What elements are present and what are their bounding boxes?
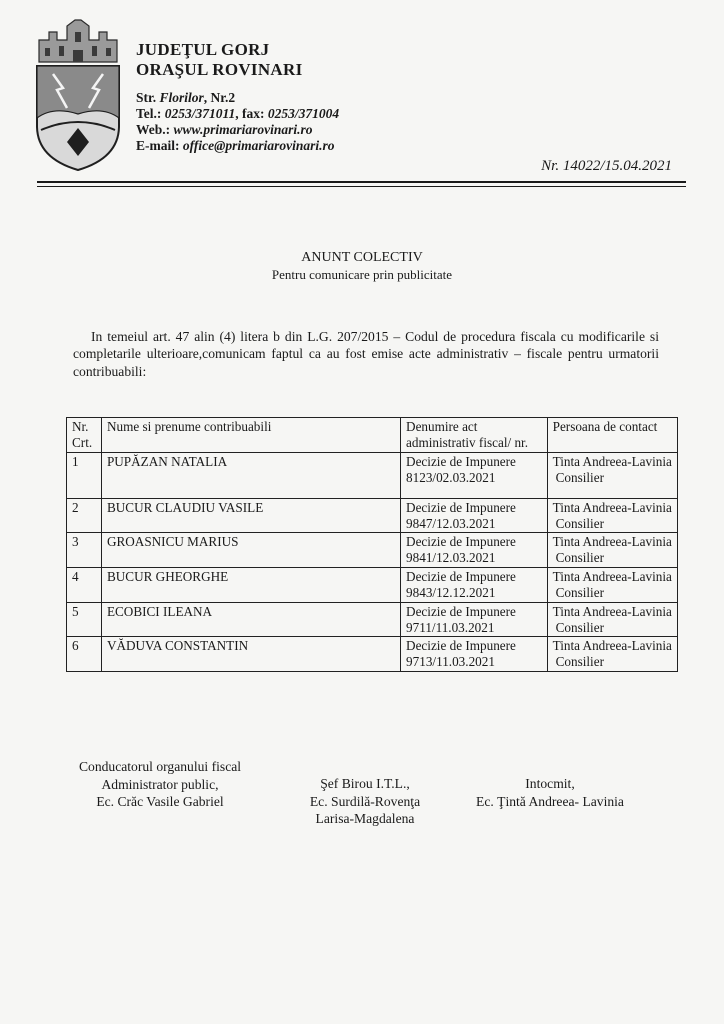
institution-header (136, 40, 339, 154)
header-divider-thick (37, 181, 686, 183)
row-act: Decizie de Impunere 9843/12.12.2021 (401, 568, 548, 603)
row-contact: Tinta Andreea-Lavinia Consilier (547, 568, 677, 603)
row-contact: Tinta Andreea-Lavinia Consilier (547, 498, 677, 533)
coat-of-arms-icon (33, 18, 123, 174)
county-name: JUDEŢUL GORJ (136, 40, 270, 59)
phone-line: Tel.: 0253/371011, fax: 0253/371004 (136, 106, 340, 122)
row-contact: Tinta Andreea-Lavinia Consilier (547, 637, 677, 672)
row-act: Decizie de Impunere 9713/11.03.2021 (401, 637, 548, 672)
web-link[interactable]: www.primariarovinari.ro (173, 121, 313, 137)
header-name: Nume si prenume contribuabili (101, 418, 400, 453)
row-act: Decizie de Impunere 9711/11.03.2021 (401, 602, 548, 637)
row-nr: 4 (67, 568, 102, 603)
row-name: BUCUR CLAUDIU VASILE (101, 498, 400, 533)
email-line: E-mail: office@primariarovinari.ro (136, 137, 335, 153)
address-line: Str. Florilor, Nr.2 (136, 90, 236, 106)
table-row (67, 533, 678, 568)
signature-itl-head: Şef Birou I.T.L., Ec. Surdilă-Rovenţa Larisa-Magdalena (309, 776, 421, 827)
table-row (67, 602, 678, 637)
row-act: Decizie de Impunere 9847/12.03.2021 (401, 498, 548, 533)
table-header-row (67, 418, 678, 453)
header-nr: Nr. Crt. (67, 418, 102, 453)
row-name: GROASNICU MARIUS (101, 533, 400, 568)
row-contact: Tinta Andreea-Lavinia Consilier (547, 452, 677, 498)
table-row (67, 498, 678, 533)
row-nr: 6 (67, 637, 102, 672)
table-row (67, 452, 678, 498)
row-act: Decizie de Impunere 9841/12.03.2021 (401, 533, 548, 568)
row-contact: Tinta Andreea-Lavinia Consilier (547, 602, 677, 637)
row-contact: Tinta Andreea-Lavinia Consilier (547, 533, 677, 568)
row-nr: 2 (67, 498, 102, 533)
document-title: ANUNT COLECTIV (301, 250, 423, 265)
signature-fiscal-head: Conducatorul organului fiscal Administrator public, Ec. Crăc Vasile Gabriel (78, 759, 242, 810)
row-nr: 1 (67, 452, 102, 498)
intro-paragraph: In temeiul art. 47 alin (4) litera b din L.G. 207/2015 – Codul de procedura fiscala cu modificarile si completarile ulterioare,comunicam faptul ca au fost emise acte administrativ – fiscale pentru urmatorii contribuabili: (73, 329, 659, 379)
document-subtitle: Pentru comunicare prin publicitate (271, 267, 453, 282)
header-contact: Persoana de contact (547, 418, 677, 453)
row-act: Decizie de Impunere 8123/02.03.2021 (401, 452, 548, 498)
signature-prepared-by: Intocmit, Ec. Ţintă Andreea- Lavinia (476, 776, 624, 809)
table-row (67, 637, 678, 672)
town-name: ORAŞUL ROVINARI (136, 60, 303, 80)
row-nr: 5 (67, 602, 102, 637)
web-line: Web.: www.primariarovinari.ro (136, 121, 313, 137)
table-row (67, 568, 678, 603)
row-nr: 3 (67, 533, 102, 568)
taxpayers-table (66, 417, 678, 672)
header-divider-thin (37, 186, 686, 187)
row-name: BUCUR GHEORGHE (101, 568, 400, 603)
document-number: Nr. 14022/15.04.2021 (541, 158, 672, 174)
row-name: VĂDUVA CONSTANTIN (101, 637, 400, 672)
header-act: Denumire act administrativ fiscal/ nr. (401, 418, 548, 453)
row-name: ECOBICI ILEANA (101, 602, 400, 637)
email-link[interactable]: office@primariarovinari.ro (182, 137, 335, 153)
row-name: PUPĂZAN NATALIA (101, 452, 400, 498)
